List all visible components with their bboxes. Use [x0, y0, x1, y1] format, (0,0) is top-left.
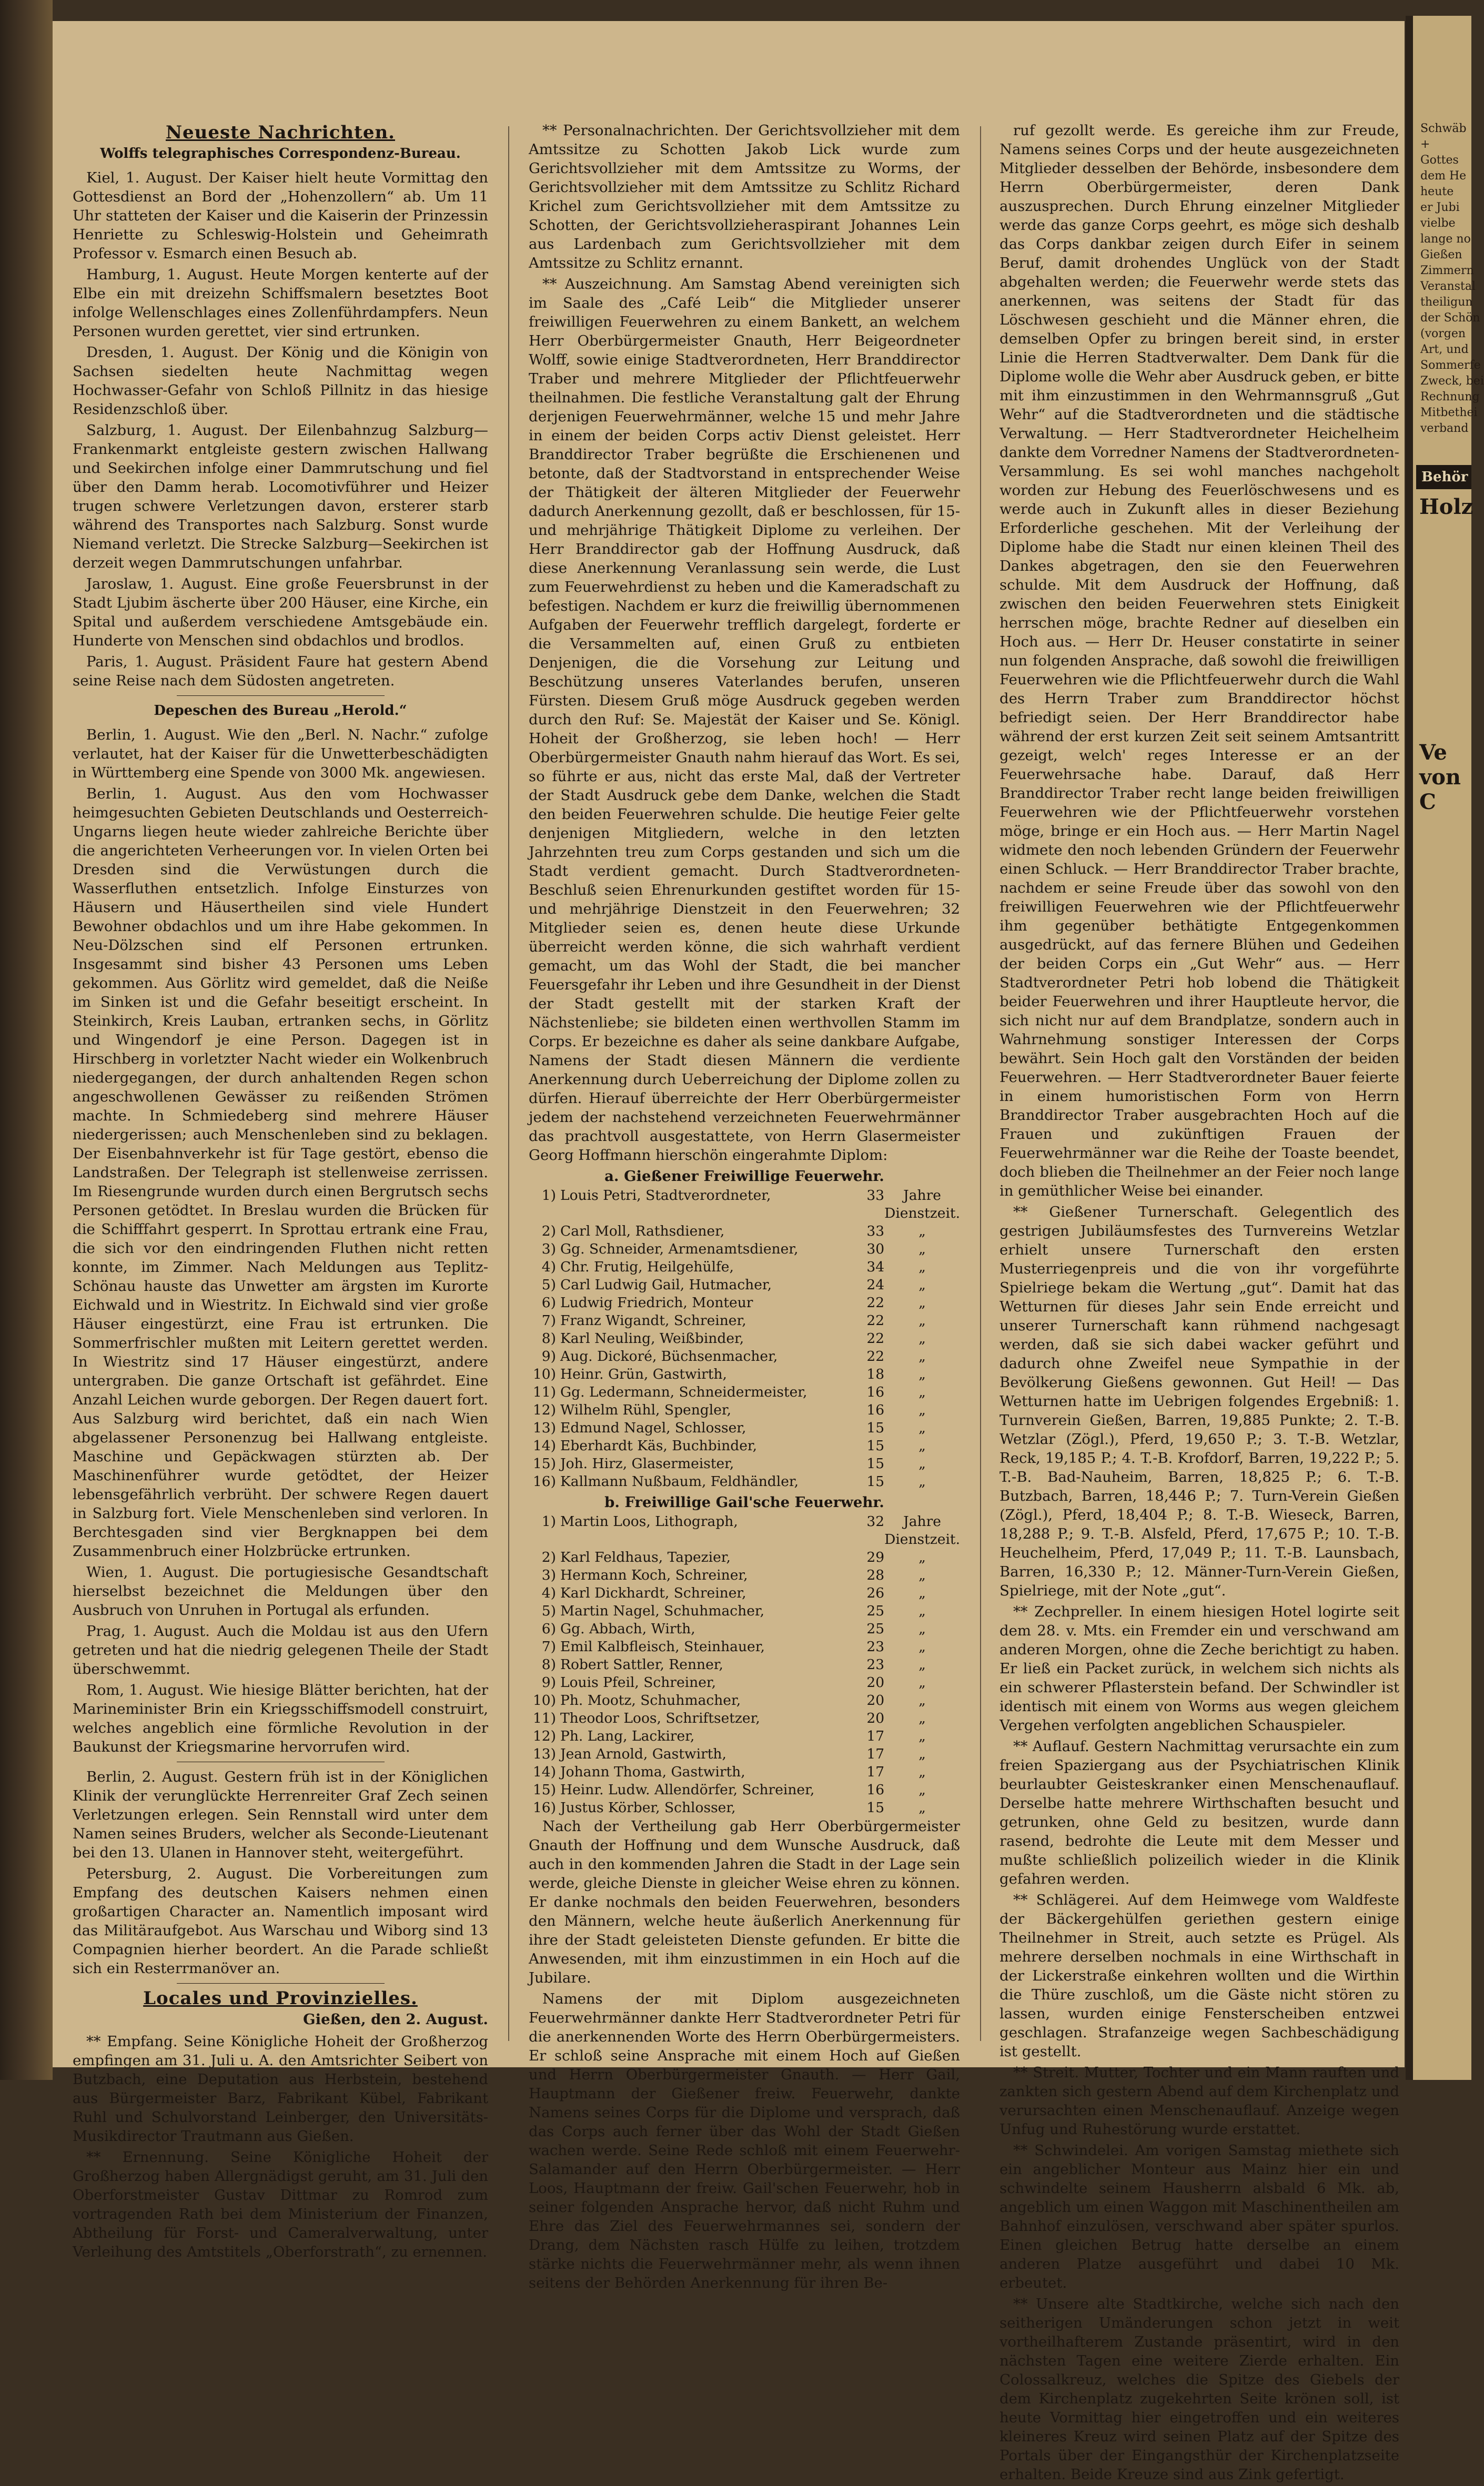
honoree-name: Carl Ludwig Gail, Hutmacher, [560, 1277, 772, 1293]
honoree-row [529, 1348, 960, 1366]
adjacent-page-fragment: der Schön [1420, 311, 1480, 325]
adjacent-page-fragment: Zweck, bei [1420, 375, 1484, 388]
local-item: Nach der Vertheilung gab Herr Oberbürgermeister Gnauth der Hoffnung und dem Wunsche Ausdruck, daß auch in den kommenden Jahren die Stadt in der Lage sein werde, gleiche Dienste in gleicher Weise ehren zu können. Er danke nochmals den beiden Feuerwehren, besonders den Männern, welche heute äußerlich Anerkennung für ihre der Stadt geleisteten Dienste gefunden. Er bitte die Anwesenden, mit ihm einzustimmen in ein Hoch auf die Jubilare. [529, 1818, 960, 1986]
years-unit: „ [918, 1312, 926, 1329]
honoree-name: Eberhardt Käs, Buchbinder, [560, 1438, 758, 1454]
years-unit: „ [918, 1728, 926, 1744]
column-1 [73, 121, 488, 2263]
years-unit: „ [918, 1295, 926, 1311]
honoree-name: Martin Nagel, Schuhmacher, [560, 1603, 765, 1619]
list-number: 16) [532, 1473, 556, 1490]
honoree-row [529, 1383, 960, 1401]
column-2 [529, 121, 960, 2295]
years-unit: „ [918, 1348, 926, 1365]
honoree-name: Joh. Hirz, Glasermeister, [560, 1456, 734, 1472]
service-years: 15 [866, 1420, 885, 1436]
newspaper-page [53, 21, 1405, 2483]
local-item: ** Personalnachrichten. Der Gerichtsvollzieher mit dem Amtssitze zu Schotten Jakob Lick wurde zum Gerichtsvollzieher mit dem Amtssitze zu Worms, der Gerichtsvollzieher mit dem Amtssitze zu Schlitz Richard Krichel zum Gerichtsvollzieher mit dem Amtssitze zu Schotten, der Gerichtsvollzieheraspirant Johannes Lein aus Lardenbach zum Gerichtsvollzieher mit dem Amtssitze zu Schlitz ernannt. [529, 122, 960, 271]
years-unit: „ [918, 1656, 926, 1673]
adjacent-page-fragment: vielbe [1420, 217, 1456, 230]
honoree-row [529, 1656, 960, 1674]
service-years: 30 [866, 1241, 885, 1257]
years-unit: Jahre Dienstzeit. [884, 1513, 960, 1548]
honoree-name: Edmund Nagel, Schlosser, [560, 1420, 746, 1436]
adjacent-page-fragment: Rechnung [1420, 390, 1480, 403]
list-number: 10) [532, 1366, 556, 1382]
honoree-row [529, 1638, 960, 1656]
honoree-name: Jean Arnold, Gastwirth, [560, 1746, 726, 1762]
years-unit: „ [918, 1366, 926, 1382]
local-item: ** Empfang. Seine Königliche Hoheit der Großherzog empfingen am 31. Juli u. A. den Amtsrichter Seibert von Butzbach, eine Deputation aus Herbstein, bestehend aus Bürgermeister Barz, Fabrikant Kübel, Fabrikant Ruhl und Schulvorstand Leinberger, den Universitäts-Musikdirector Trautmann aus Gießen. [73, 2033, 488, 2145]
adjacent-page-fragment: Schwäb [1420, 122, 1467, 135]
adjacent-page-fragment: theiligun [1420, 296, 1473, 309]
news-item: Berlin, 1. August. Wie den „Berl. N. Nachr.“ zufolge verlautet, hat der Kaiser für die Unwetterbeschädigten in Württemberg eine Spende von 3000 Mk. angewiesen. [73, 726, 488, 781]
years-unit: „ [918, 1438, 926, 1454]
honoree-name: Karl Feldhaus, Tapezier, [560, 1549, 731, 1565]
list-number: 2) [541, 1549, 556, 1565]
years-unit: „ [918, 1603, 926, 1619]
column-rule [508, 126, 509, 2041]
honoree-list-b [529, 1513, 960, 1817]
service-years: 22 [866, 1348, 885, 1365]
honoree-name: Louis Pfeil, Schreiner, [560, 1674, 716, 1691]
news-item: Wien, 1. August. Die portugiesische Gesandtschaft hierselbst bezeichnet die Meldungen über den Ausbruch von Unruhen in Portugal als erfunden. [73, 1564, 488, 1619]
years-unit: „ [918, 1639, 926, 1655]
list-number: 11) [532, 1384, 556, 1400]
years-unit: „ [918, 1782, 926, 1798]
years-unit: „ [918, 1567, 926, 1583]
section-title-news: Neueste Nachrichten. [165, 122, 396, 143]
news-item: Jaroslaw, 1. August. Eine große Feuersbrunst in der Stadt Ljubim äscherte über 200 Häuser, eine Kirche, ein Spital und außerdem verschiedene Amtsgebäude ein. Hunderte von Menschen sind obdachlos und brodlos. [73, 575, 488, 649]
list-number: 1) [541, 1187, 556, 1204]
honoree-row [529, 1258, 960, 1276]
honoree-name: Aug. Dickoré, Büchsenmacher, [560, 1348, 778, 1365]
honoree-row [529, 1473, 960, 1491]
local-item: ** Zechpreller. In einem hiesigen Hotel logirte seit dem 28. v. Mts. ein Fremder ein und verschwand am anderen Morgen, ohne die Zeche berichtigt zu haben. Er ließ ein Packet zurück, in welchem sich nichts als ein schwerer Pflasterstein befand. Der Schwindler ist identisch mit einem von Worms aus wegen gleichem Vergehen verfolgten angeblichen Schauspieler. [1000, 1603, 1399, 1734]
years-unit: „ [918, 1710, 926, 1726]
adjacent-page-fragment: lange no [1420, 233, 1471, 246]
list-number: 10) [532, 1692, 556, 1709]
service-years: 29 [866, 1549, 885, 1565]
adjacent-page-fragment: Art, und [1420, 343, 1469, 356]
list-number: 5) [541, 1277, 556, 1293]
service-years: 34 [866, 1259, 885, 1275]
service-years: 16 [866, 1402, 885, 1418]
honoree-row [529, 1781, 960, 1799]
list-number: 9) [541, 1674, 556, 1691]
years-unit: „ [918, 1746, 926, 1762]
herold-bureau-heading: Depeschen des Bureau „Herold.“ [154, 703, 407, 719]
local-item: ** Streit. Mutter, Tochter und ein Mann rauften und zankten sich gestern Abend auf dem Kirchenplatz und verursachten einen Menschenauflauf. Anzeige wegen Unfug und Ruhestörung wurde erstattet. [1000, 2064, 1399, 2138]
honoree-row [529, 1620, 960, 1638]
list-number: 11) [532, 1710, 556, 1726]
news-item: Hamburg, 1. August. Heute Morgen kenterte auf der Elbe ein mit dreizehn Schiffsmalern besetztes Boot infolge Wellenschlages eines Zollenführdampfers. Neun Personen wurden gerettet, vier sind ertrunken. [73, 266, 488, 340]
list-number: 15) [532, 1782, 556, 1798]
honoree-name: Chr. Frutig, Heilgehülfe, [560, 1259, 734, 1275]
honoree-name: Gg. Ledermann, Schneidermeister, [560, 1384, 807, 1400]
honoree-name: Franz Wigandt, Schreiner, [560, 1312, 746, 1329]
adjacent-page-fragment: Veranstal [1420, 280, 1476, 293]
years-unit: „ [918, 1330, 926, 1347]
adjacent-page-fragment: dem He [1420, 169, 1467, 183]
adjacent-page-heading: von C [1419, 765, 1461, 814]
list-number: 13) [532, 1746, 556, 1762]
adjacent-page-heading: Ve [1419, 740, 1447, 765]
service-years: 26 [866, 1585, 885, 1601]
service-years: 17 [866, 1728, 885, 1744]
adjacent-page-fragment: Sommerfe [1420, 359, 1481, 372]
years-unit: „ [918, 1456, 926, 1472]
service-years: 16 [866, 1384, 885, 1400]
adjacent-page-fragment: + [1420, 138, 1430, 151]
local-item: ** Gießener Turnerschaft. Gelegentlich des gestrigen Jubiläumsfestes des Turnvereins Wetzlar erhielt unsere Turnerschaft den ersten Musterriegenpreis und die von ihr vorgeführte Spielriege bekam die Wertung „gut“. Damit hat das Wetturnen für dieses Jahr sein Ende erreicht und unserer Turnerschaft kann rühmend nachgesagt werden, daß sie sich dabei wacker geführt und dadurch ohne Zweifel neue Sympathie in der Bevölkerung Gießens gewonnen. Gut Heil! — Das Wetturnen hatte im Uebrigen folgendes Ergebniß: 1. Turnverein Gießen, Barren, 19,885 Punkte; 2. T.-B. Wetzlar (Zögl.), Pferd, 19,650 P.; 3. T.-B. Wetzlar, Reck, 19,185 P.; 4. T.-B. Krofdorf, Barren, 19,222 P.; 5. T.-B. Bad-Nauheim, Barren, 18,825 P.; 6. T.-B. Butzbach, Barren, 18,446 P.; 7. Turn-Verein Gießen (Zögl.), Pferd, 18,404 P.; 8. T.-B. Wieseck, Barren, 18,288 P.; 9. T.-B. Alsfeld, Pferd, 17,675 P.; 10. T.-B. Heuchelheim, Pferd, 17,049 P.; 11. T.-B. Launsbach, Barren, 16,330 P.; 12. Männer-Turn-Verein Gießen, Spielriege, mit der Note „gut“. [1000, 1204, 1399, 1599]
honoree-row [529, 1276, 960, 1294]
honoree-row [529, 1727, 960, 1745]
years-unit: „ [918, 1473, 926, 1490]
honoree-name: Karl Dickhardt, Schreiner, [560, 1585, 746, 1601]
adjacent-page-strip [1406, 16, 1484, 2080]
years-unit: „ [918, 1764, 926, 1780]
separator-rule [177, 1983, 385, 1984]
honoree-row [529, 1799, 960, 1817]
honoree-name: Justus Körber, Schlosser, [560, 1800, 736, 1816]
list-number: 4) [541, 1585, 556, 1601]
honoree-name: Wilhelm Rühl, Spengler, [560, 1402, 732, 1418]
list-number: 16) [532, 1800, 556, 1816]
adjacent-page-fragment: heute [1420, 185, 1454, 198]
years-unit: „ [918, 1549, 926, 1565]
honoree-name: Heinr. Ludw. Allendörfer, Schreiner, [560, 1782, 815, 1798]
local-item: ** Schwindelei. Am vorigen Samstag miethete sich ein angeblicher Monteur aus Mainz hier ein und schwindelte seinem Hausherrn alsbald 6 Mk. ab, angeblich um einen Waggon mit Maschinentheilen am Bahnhof einzulösen, verschwand aber später spurlos. Einen gleichen Betrug hatte derselbe an einem anderen Platze ausgeführt und dabei 10 Mk. erbeutet. [1000, 2142, 1399, 2291]
honoree-name: Ph. Mootz, Schuhmacher, [560, 1692, 741, 1709]
honoree-list-a [529, 1187, 960, 1491]
news-item: Paris, 1. August. Präsident Faure hat gestern Abend seine Reise nach dem Südosten angetreten. [73, 653, 488, 689]
list-number: 3) [541, 1567, 556, 1583]
service-years: 33 [866, 1187, 885, 1204]
years-unit: „ [918, 1384, 926, 1400]
years-unit: „ [918, 1259, 926, 1275]
list-number: 14) [532, 1764, 556, 1780]
separator-rule [177, 695, 385, 696]
years-unit: „ [918, 1800, 926, 1816]
service-years: 23 [866, 1656, 885, 1673]
list-number: 15) [532, 1456, 556, 1472]
honoree-row [529, 1312, 960, 1330]
service-years: 22 [866, 1312, 885, 1329]
honoree-name: Theodor Loos, Schriftsetzer, [560, 1710, 760, 1726]
service-years: 15 [866, 1800, 885, 1816]
local-item: ** Unsere alte Stadtkirche, welche sich nach den seitherigen Umänderungen schon jetzt in weit vortheilhafterem Zustande präsentirt, wird in den nächsten Tagen eine weitere Zierde erhalten. Ein Colossalkreuz, welches die Spitze des Giebels der dem Kirchenplatz zugekehrten Seite krönen soll, ist heute Vormittag hier eingetroffen und ein weiteres kleineres Kreuz wird seinen Platz auf der Spitze des Portals über der Eingangsthür der Kirchenplatzseite erhalten. Beide Kreuze sind aus Zink gefertigt. [1000, 2296, 1399, 2483]
service-years: 15 [866, 1438, 885, 1454]
service-years: 25 [866, 1621, 885, 1637]
list-number: 6) [541, 1295, 556, 1311]
adjacent-page-fragment: (vorgen [1420, 327, 1466, 340]
honoree-row [529, 1674, 960, 1692]
honoree-name: Heinr. Grün, Gastwirth, [560, 1366, 727, 1382]
years-unit: „ [918, 1241, 926, 1257]
years-unit: Jahre Dienstzeit. [884, 1187, 960, 1221]
list-number: 6) [541, 1621, 556, 1637]
local-item: ** Schlägerei. Auf dem Heimwege vom Waldfeste der Bäckergehülfen geriethen gestern einige Theilnehmer in Streit, auch setzte es Prügel. Als mehrere derselben nochmals in eine Wirthschaft in der Lickerstraße einkehren wollten und die Wirthin die Thüre zuschloß, um die Gäste nicht stören zu lassen, wurden einige Fensterscheiben entzwei geschlagen. Strafanzeige wegen Sachbeschädigung ist gestellt. [1000, 1892, 1399, 2060]
list-number: 12) [532, 1402, 556, 1418]
list-number: 13) [532, 1420, 556, 1436]
honoree-name: Gg. Schneider, Armenamtsdiener, [560, 1241, 799, 1257]
list-number: 4) [541, 1259, 556, 1275]
list-number: 8) [541, 1656, 556, 1673]
honoree-name: Robert Sattler, Renner, [560, 1656, 723, 1673]
column-3 [1000, 121, 1399, 2486]
service-years: 22 [866, 1330, 885, 1347]
service-years: 15 [866, 1456, 885, 1472]
honoree-row [529, 1294, 960, 1312]
honoree-row [529, 1222, 960, 1240]
service-years: 25 [866, 1603, 885, 1619]
list-number: 2) [541, 1223, 556, 1239]
adjacent-page-fragment: verband [1420, 422, 1469, 435]
honoree-name: Hermann Koch, Schreiner, [560, 1567, 748, 1583]
service-years: 20 [866, 1710, 885, 1726]
service-years: 20 [866, 1674, 885, 1691]
honoree-row [529, 1366, 960, 1383]
news-item: Petersburg, 2. August. Die Vorbereitungen zum Empfang des deutschen Kaisers nehmen einen großartigen Character an. Namentlich imposant wird das Militäraufgebot. Aus Warschau und Wiborg sind 13 Compagnien hierher beordert. An die Parade schließt sich ein Resterrmanöver an. [73, 1865, 488, 1977]
news-item: Prag, 1. August. Auch die Moldau ist aus den Ufern getreten und hat die niedrig gelegenen Theile der Stadt überschwemmt. [73, 1623, 488, 1677]
years-unit: „ [918, 1674, 926, 1691]
honoree-name: Gg. Abbach, Wirth, [560, 1621, 695, 1637]
list-heading: b. Freiwillige Gail'sche Feuerwehr. [604, 1494, 884, 1511]
service-years: 16 [866, 1782, 885, 1798]
honoree-name: Carl Moll, Rathsdiener, [560, 1223, 725, 1239]
honoree-row [529, 1455, 960, 1473]
service-years: 18 [866, 1366, 885, 1382]
adjacent-page-fragment: er Jubi [1420, 201, 1460, 214]
service-years: 15 [866, 1473, 885, 1490]
news-item: Berlin, 2. August. Gestern früh ist in der Königlichen Klinik der verunglückte Herrenreiter Graf Zech seinen Verletzungen erlegen. Sein Rennstall wird unter dem Namen seines Bruders, welcher als Seconde-Lieutenant bei den 13. Ulanen in Hannover steht, weitergeführt. [73, 1769, 488, 1861]
service-years: 32 [866, 1513, 885, 1530]
honoree-name: Emil Kalbfleisch, Steinhauer, [560, 1639, 765, 1655]
honoree-row [529, 1692, 960, 1710]
honoree-row [529, 1567, 960, 1584]
years-unit: „ [918, 1692, 926, 1709]
years-unit: „ [918, 1277, 926, 1293]
honoree-row [529, 1745, 960, 1763]
dateline: Gießen, den 2. August. [303, 2011, 488, 2028]
news-item: Dresden, 1. August. Der König und die Königin von Sachsen siedelten heute Nachmittag wegen Hochwasser-Gefahr von Schloß Pillnitz in das hiesige Residenzschloß über. [73, 344, 488, 418]
honoree-row [529, 1513, 960, 1549]
service-years: 33 [866, 1223, 885, 1239]
list-number: 12) [532, 1728, 556, 1744]
service-years: 22 [866, 1295, 885, 1311]
list-number: 7) [541, 1639, 556, 1655]
honoree-row [529, 1602, 960, 1620]
honoree-row [529, 1240, 960, 1258]
honoree-name: Kallmann Nußbaum, Feldhändler, [560, 1473, 799, 1490]
local-item: ** Auszeichnung. Am Samstag Abend vereinigten sich im Saale des „Café Leib“ die Mitglieder unserer freiwilligen Feuerwehren zu einem Bankett, an welchem Herr Oberbürgermeister Gnauth, Herr Beigeordneter Wolff, sowie einige Stadtverordneten, Herr Branddirector Traber und mehrere Mitglieder der Pflichtfeuerwehr theilnahmen. Die festliche Veranstaltung galt der Ehrung derjenigen Feuerwehrmänner, welche 15 und mehr Jahre in einem der beiden Corps activ Dienst geleistet. Herr Branddirector Traber begrüßte die Erschienenen und betonte, daß der Stadtvorstand in entsprechender Weise der Thätigkeit der älteren Mitglieder der Feuerwehr dadurch Anerkennung gezollt, daß er beschlossen, für 15- und mehrjährige Thätigkeit Diplome zu verleihen. Der Herr Branddirector gab der Hoffnung Ausdruck, daß diese Anerkennung Veranlassung sein werde, die Lust zum Feuerwehrdienst zu heben und die Kameradschaft zu befestigen. Nachdem er kurz die freiwillig übernommenen Aufgaben der Feuerwehr trefflich dargelegt, forderte er die Versammelten auf, einen Gruß zu entbieten Denjenigen, die die Vorsehung zur Leitung und Beschützung unseres Vaterlandes berufen, unseren Fürsten. Diesem Gruß möge Ausdruck gegeben werden durch den Ruf: Se. Majestät der Kaiser und Se. Königl. Hoheit der Großherzog, sie leben hoch! — Herr Oberbürgermeister Gnauth nahm hierauf das Wort. Es sei, so führte er aus, nicht das erste Mal, daß der Vertreter der Stadt Ausdruck gebe dem Danke, welchen die Stadt den beiden Feuerwehren schulde. Die heutige Feier gelte denjenigen Mitgliedern, welche in den letzten Jahrzehnten treu zum Corps gestanden und sich um die Stadt verdient gemacht. Durch Stadtverordneten-Beschluß seien Ehrenurkunden gestiftet worden für 15- und mehrjährige Dienstzeit in den Feuerwehren; 32 Mitglieder seien es, denen heute diese Urkunde überreicht werden könne, die sich wahrhaft verdient gemacht, um das Wohl der Stadt, die bei mancher Feuersgefahr ihr Leben und ihre Gesundheit in der Dienst der Stadt gestellt mit der starken Kraft der Nächstenliebe; sie bildeten einen werthvollen Stamm im Corps. Er bezeichne es daher als seine dankbare Aufgabe, Namens der Stadt diesen Männern die verdiente Anerkennung durch Ueberreichung der Diplome zollen zu dürfen. Hierauf überreichte der Herr Oberbürgermeister jedem der nachstehend verzeichneten Feuerwehrmänner das prachtvoll ausgestattete, von Herrn Glasermeister Georg Hoffmann hierschön eingerahmte Diplom: [529, 276, 960, 1164]
honoree-row [529, 1763, 960, 1781]
service-years: 23 [866, 1639, 885, 1655]
honoree-row [529, 1710, 960, 1727]
honoree-row [529, 1419, 960, 1437]
years-unit: „ [918, 1585, 926, 1601]
book-binding-edge [0, 0, 53, 2080]
honoree-name: Karl Neuling, Weißbinder, [560, 1330, 744, 1347]
honoree-row [529, 1187, 960, 1222]
years-unit: „ [918, 1402, 926, 1418]
section-title-local: Locales und Provinzielles. [143, 1988, 418, 2009]
years-unit: „ [918, 1223, 926, 1239]
years-unit: „ [918, 1420, 926, 1436]
list-number: 1) [541, 1513, 556, 1530]
local-item: ** Auflauf. Gestern Nachmittag verursachte ein zum freien Spaziergang aus der Psychiatrischen Klinik beurlaubter Geisteskranker einen Menschenauflauf. Derselbe hatte mehrere Wirthschaften besucht und getrunken, ohne Geld zu besitzen, wurde dann rasend, bedrohte die Leute mit dem Messer und mußte schließlich polizeilich wieder in die Klinik gefahren werden. [1000, 1738, 1399, 1887]
list-number: 8) [541, 1330, 556, 1347]
adjacent-page-fragment: Mitbethei [1420, 406, 1478, 419]
service-years: 17 [866, 1746, 885, 1762]
honoree-name: Martin Loos, Lithograph, [560, 1513, 738, 1530]
news-item: Rom, 1. August. Wie hiesige Blätter berichten, hat der Marineminister Brin ein Kriegsschiffsmodell construirt, welches angeblich eine förmliche Revolution in der Baukunst der Kriegsmarine hervorrufen wird. [73, 1682, 488, 1755]
service-years: 24 [866, 1277, 885, 1293]
years-unit: „ [918, 1621, 926, 1637]
list-number: 9) [541, 1348, 556, 1365]
adjacent-page-fragment: Gottes [1420, 154, 1459, 167]
service-years: 28 [866, 1567, 885, 1583]
honoree-name: Johann Thoma, Gastwirth, [560, 1764, 745, 1780]
column-rule [980, 126, 981, 2041]
honoree-row [529, 1584, 960, 1602]
adjacent-page-fragments [1413, 121, 1484, 437]
service-years: 20 [866, 1692, 885, 1709]
list-number: 14) [532, 1438, 556, 1454]
honoree-row [529, 1330, 960, 1348]
service-years: 17 [866, 1764, 885, 1780]
honoree-row [529, 1549, 960, 1567]
news-item: Salzburg, 1. August. Der Eilenbahnzug Salzburg—Frankenmarkt entgleiste gestern zwischen Hallwang und Seekirchen infolge einer Dammrutschung und fiel über den Damm herab. Locomotivführer und Heizer trugen schwere Verletzungen davon, ersterer starb während des Transportes nach Salzburg. Sonst wurde Niemand verletzt. Die Strecke Salzburg—Seekirchen ist derzeit wegen Dammrutschungen unfahrbar. [73, 422, 488, 571]
list-number: 7) [541, 1312, 556, 1329]
list-heading: a. Gießener Freiwillige Feuerwehr. [604, 1168, 884, 1185]
honoree-name: Ph. Lang, Lackirer, [560, 1728, 695, 1744]
adjacent-page-heading-box: Behör [1416, 465, 1471, 489]
news-item: Berlin, 1. August. Aus den vom Hochwasser heimgesuchten Gebieten Deutschlands und Oesterreich-Ungarns liegen heute wieder zahlreiche Berichte über die angerichteten Verheerungen vor. In vielen Orten bei Dresden sind die Verwüstungen durch die Wasserfluthen entsetzlich. Infolge Einsturzes von Häusern und Häusertheilen sind viele Hundert Bewohner obdachlos und um ihre Habe gekommen. In Neu-Dölzschen sind elf Personen ertrunken. Insgesammt sind bisher 43 Personen ums Leben gekommen. Aus Görlitz wird gemeldet, daß die Neiße im Sinken ist und die Gefahr beseitigt erscheint. In Steinkirch, Kreis Lauban, ertranken sechs, in Görlitz und Wingendorf je eine Person. Dagegen ist in Hirschberg in vorletzter Nacht wieder ein Wolkenbruch niedergegangen, der durch anhaltenden Regen schon angeschwollenen Gewässer zu reißenden Strömen machte. In Schmiedeberg sind mehrere Häuser niedergerissen; auch Menschenleben sind zu beklagen. Der Eisenbahnverkehr ist für Tage gestört, ebenso die Landstraßen. Der Telegraph ist stellenweise zerrissen. Im Riesengrunde wurden durch einen Bergrutsch sechs Personen getödtet. In Breslau wurden die Brücken für die Schifffahrt gesperrt. In Sprottau ertrank eine Frau, die sich vor den eindringenden Fluthen nicht retten konnte, im Zimmer. Nach Meldungen aus Teplitz-Schönau hauste das Unwetter am ärgsten im Kurorte Eichwald und in Wiestritz. In Eichwald sind vier große Häuser eingestürzt, eine Frau ist ertrunken. Die Sommerfrischler mußten mit Leitern gerettet werden. In Wiestritz sind 17 Häuser eingestürzt, andere untergraben. Die ganze Ortschaft ist gefährdet. Eine Anzahl Leichen wurde geborgen. Der Regen dauert fort. Aus Salzburg wird berichtet, daß ein nach Wien abgelassener Personenzug bei Hallwang entgleiste. Maschine und Gepäckwagen stürzten ab. Der Maschinenführer wurde getödtet, der Heizer lebensgefährlich verbrüht. Der schwere Regen dauert in Salzburg fort. Viele Menschenleben sind verloren. In Berchtesgaden sind vier Bergknappen bei dem Zusammenbruch einer Holzbrücke ertrunken. [73, 785, 488, 1560]
news-item: Kiel, 1. August. Der Kaiser hielt heute Vormittag den Gottesdienst an Bord der „Hohenzollern“ ab. Um 11 Uhr statteten der Kaiser und die Kaiserin der Prinzessin Henriette zu Schleswig-Holstein und Geheimrath Professor v. Esmarch einen Besuch ab. [73, 169, 488, 262]
honoree-name: Louis Petri, Stadtverordneter, [560, 1187, 771, 1204]
local-item: ** Ernennung. Seine Königliche Hoheit der Großherzog haben Allergnädigst geruht, am 31. Juli den Oberforstmeister Gustav Dittmar zu Romrod zum vortragenden Rath bei dem Ministerium der Finanzen, Abtheilung für Forst- und Cameralverwaltung, unter Verleihung des Amtstitels „Oberforstrath“, zu ernennen. [73, 2149, 488, 2260]
adjacent-page-fragment: Zimmern [1420, 264, 1474, 277]
list-number: 5) [541, 1603, 556, 1619]
adjacent-page-fragment: Gießen [1420, 248, 1462, 261]
adjacent-page-heading: Holz [1419, 494, 1473, 519]
honoree-row [529, 1401, 960, 1419]
local-item: ruf gezollt werde. Es gereiche ihm zur Freude, Namens seines Corps und der heute ausgezeichneten Mitglieder desselben der Behörde, insbesondere dem Herrn Oberbürgermeister, deren Dank auszusprechen. Durch Ehrung einzelner Mitglieder werde das ganze Corps geehrt, es möge sich deshalb das Corps dankbar zeigen durch Eifer in seinem Beruf, damit drohendes Unglück von der Stadt abgehalten werden; die Feuerwehr werde stets das anerkennen, was seitens der Stadt für das Löschwesen geschieht und die Männer ehren, die demselben Opfer zu bringen bereit sind, in erster Linie die Herren Stadtverwalter. Dem Dank für die Diplome wolle die Wehr aber Ausdruck geben, er bitte mit ihm einzustimmen in den Wehrmannsgruß „Gut Wehr“ auf die Stadtverordneten und die städtische Verwaltung. — Herr Stadtverordneter Heichelheim dankte dem Vorredner Namens der Stadtverordneten-Versammlung. Es sei wohl manches nachgeholt worden zur Hebung des Feuerlöschwesens und es werde auch in Zukunft alles in dieser Beziehung Erforderliche geschehen. Mit der Verleihung der Diplome habe die Stadt nur einen kleinen Theil des Dankes abgetragen, den sie den Feuerwehren schulde. Mit dem Ausdruck der Hoffnung, daß zwischen den beiden Feuerwehren stets Einigkeit herrschen möge, brachte Redner auf dieselben ein Hoch aus. — Herr Dr. Heuser constatirte in seiner nun folgenden Ansprache, daß sowohl die freiwilligen Feuerwehren wie die Pflichtfeuerwehr durch die Wahl des Herrn Traber zum Branddirector höchst befriedigt seien. Der Herr Branddirector habe während der erst kurzen Zeit seit seinem Amtsantritt gezeigt, welch' reges Interesse er an der Feuerwehrsache habe. Darauf, daß Herr Branddirector Traber recht lange beiden freiwilligen Feuerwehren wie der Pflichtfeuerwehr vorstehen möge, bringe er ein Hoch aus. — Herr Martin Nagel widmete den noch lebenden Gründern der Feuerwehr einen Schluck. — Herr Branddirector Traber brachte, nachdem er seine Freude über das sowohl von den freiwilligen Feuerwehren wie der Pflichtfeuerwehr ihm gegenüber bethätigte Entgegenkommen ausgedrückt, auf das fernere Blühen und Gedeihen der beiden Corps ein „Gut Wehr“ aus. — Herr Stadtverordneter Petri hob lobend die Thätigkeit beider Feuerwehren und ihrer Hauptleute hervor, die sich nicht nur auf dem Brandplatze, sondern auch in Wahrnehmung sonstiger Interessen der Corps bewährt. Sein Hoch galt den Vorständen der beiden Feuerwehren. — Herr Stadtverordneter Bauer feierte in einem humoristischen Form von Herrn Branddirector Traber ausgebrachten Hoch auf die Frauen und zukünftigen Frauen der Feuerwehrmänner war die Reihe der Toaste beendet, doch blieben die Theilnehmer an der Feier noch lange in gemüthlicher Weise bei einander. [1000, 122, 1399, 1199]
honoree-row [529, 1437, 960, 1455]
wolff-bureau-heading: Wolffs telegraphisches Correspondenz-Bureau. [100, 146, 461, 161]
list-number: 3) [541, 1241, 556, 1257]
local-item: Namens der mit Diplom ausgezeichneten Feuerwehrmänner dankte Herr Stadtverordneter Petri für die anerkennenden Worte des Herrn Oberbürgermeisters. Er schloß seine Ansprache mit einem Hoch auf Gießen und Herrn Oberbürgermeister Gnauth. — Herr Gail, Hauptmann der Gießener freiw. Feuerwehr, dankte Namens seines Corps für die Diplome und versprach, daß das Corps auch ferner über das Wohl der Stadt Gießen wachen werde. Seine Rede schloß mit einem Feuerwehr-Salamander auf den Herrn Oberbürgermeister. — Herr Loos, Hauptmann der freiw. Gail'schen Feuerwehr, hob in seiner folgenden Ansprache hervor, daß nicht Ruhm und Ehre das Ziel des Feuerwehrmannes sei, sondern der Drang, dem Nächsten rasch Hülfe zu leihen, trotzdem stärke nichts die Feuerwehrmänner mehr, als wenn ihnen seitens der Behörden Anerkennung für ihren Be- [529, 1990, 960, 2291]
honoree-name: Ludwig Friedrich, Monteur [560, 1295, 753, 1311]
